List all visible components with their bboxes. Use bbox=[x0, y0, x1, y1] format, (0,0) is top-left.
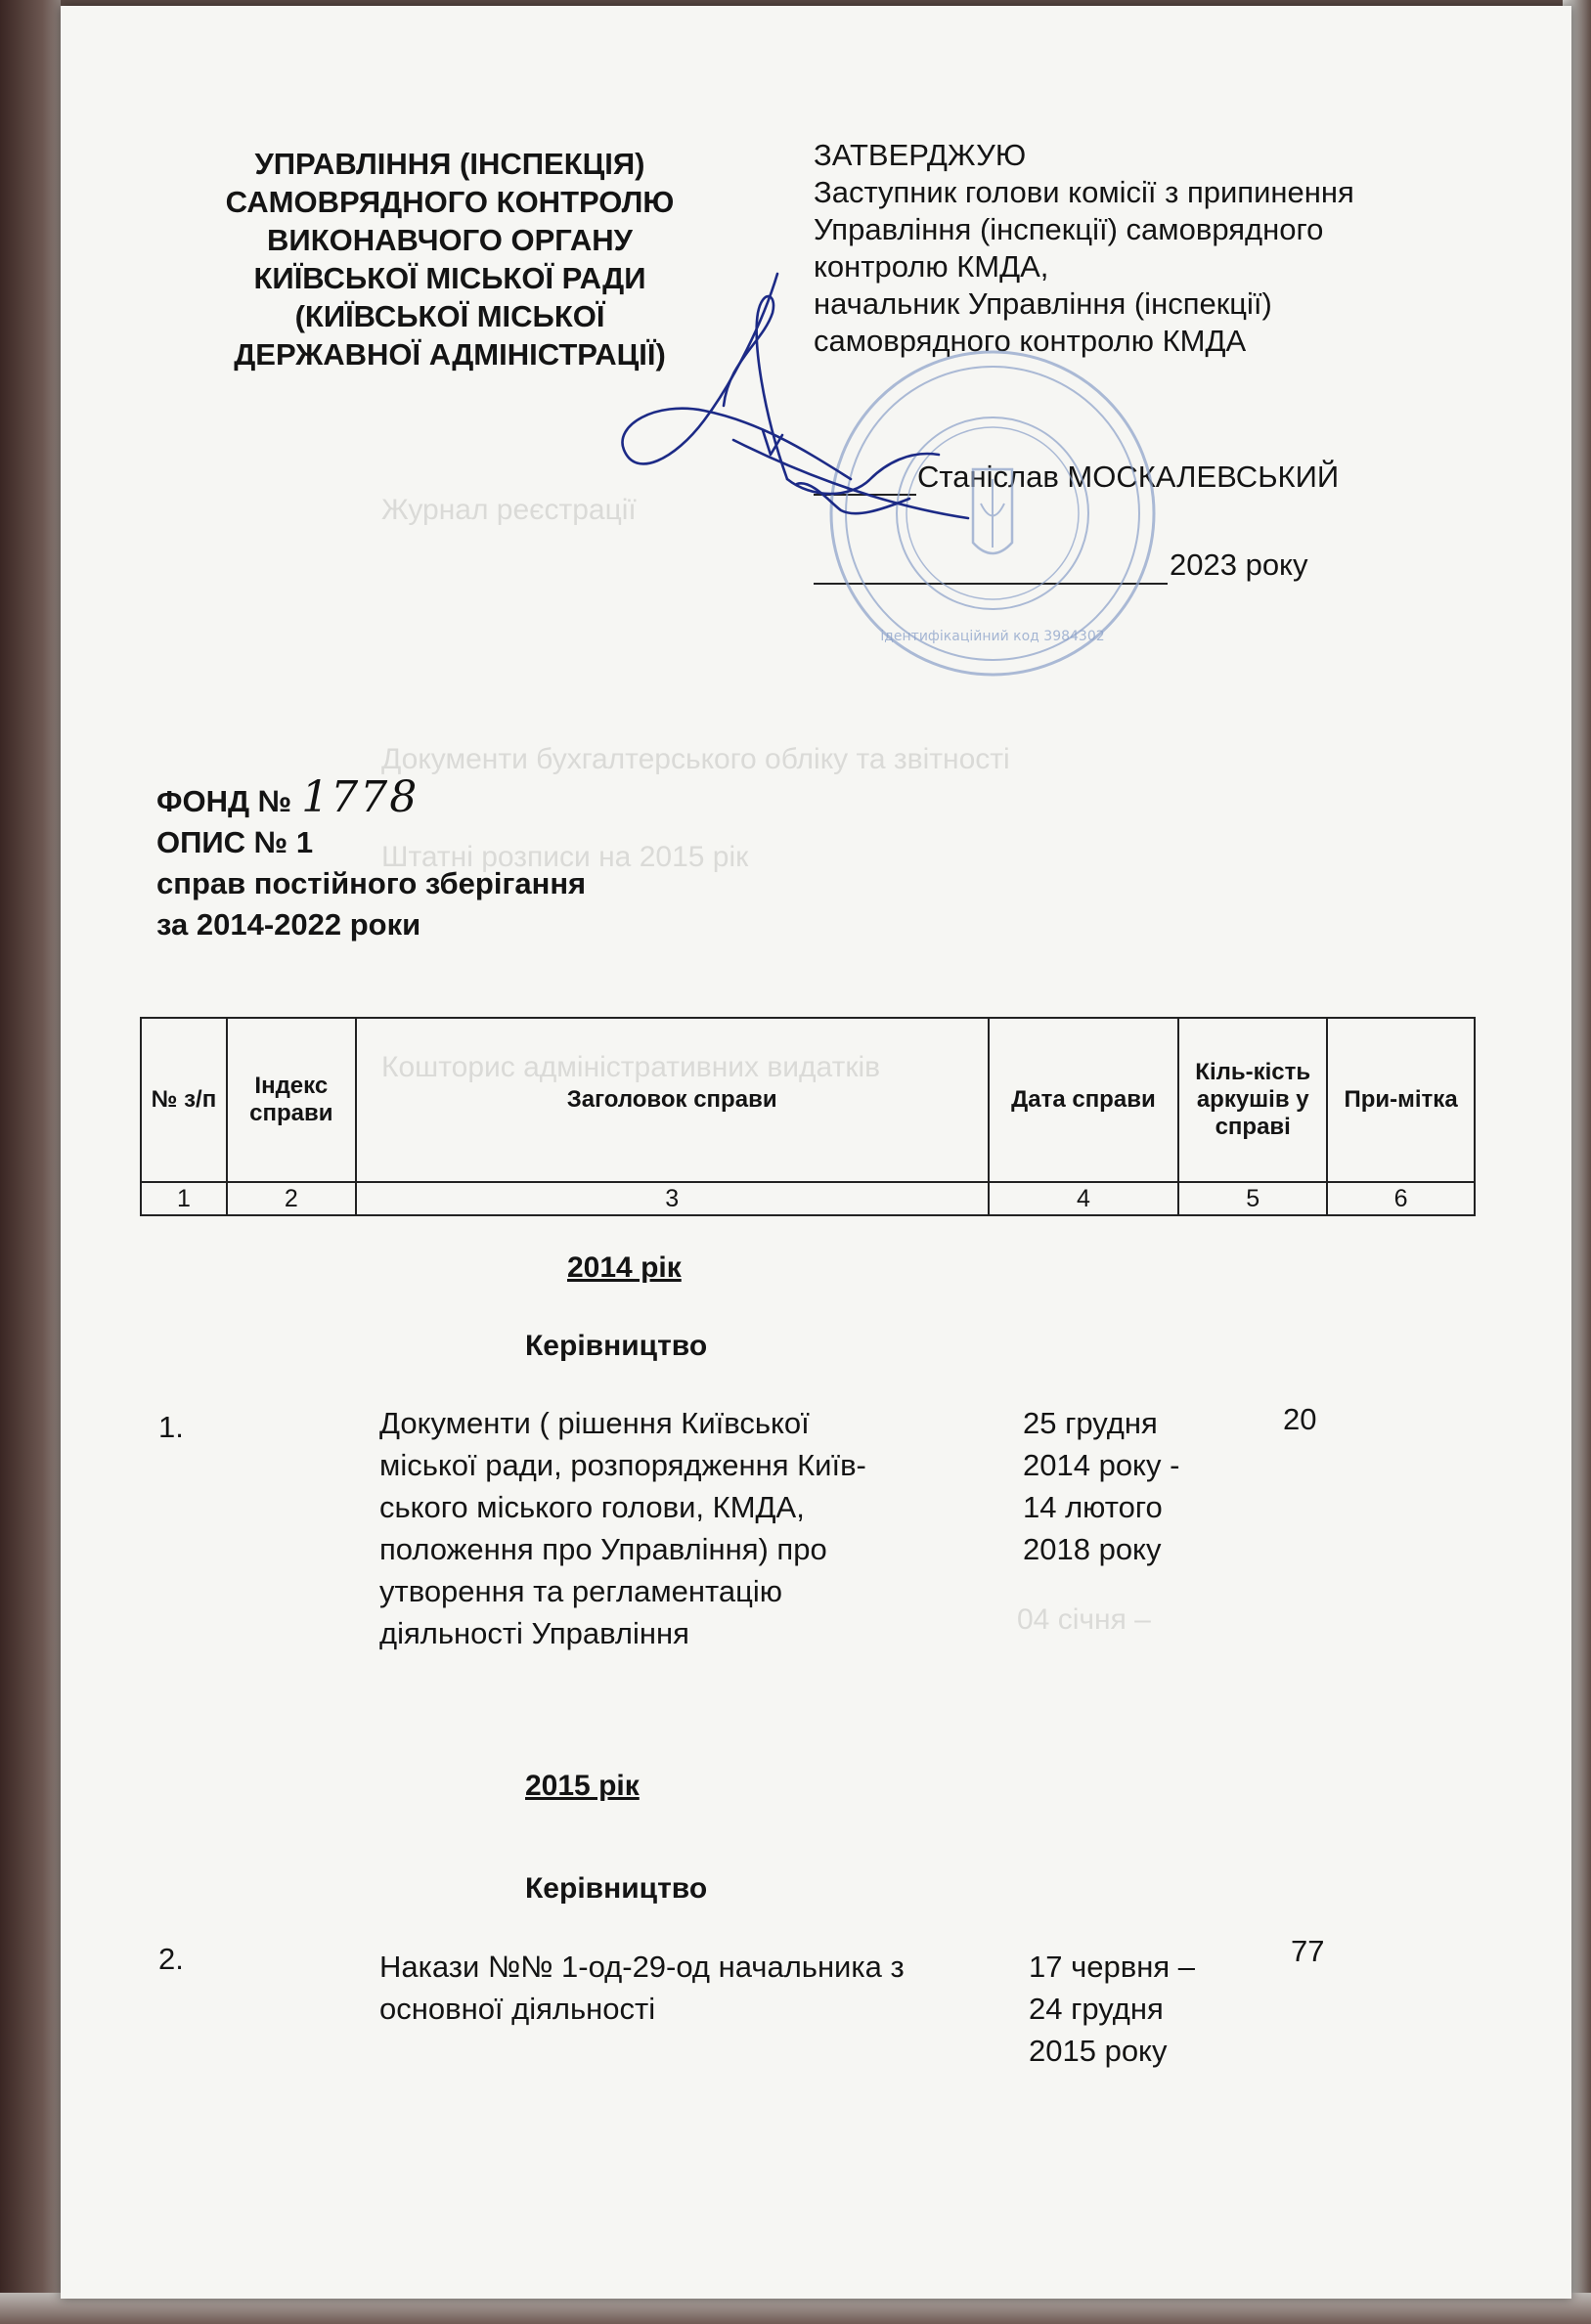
org-line: КИЇВСЬКОЇ МІСЬКОЇ РАДИ bbox=[253, 261, 646, 295]
column-header-note: При-мітка bbox=[1327, 1018, 1475, 1182]
inventory-table-header bbox=[140, 1017, 1476, 1216]
org-line: САМОВРЯДНОГО КОНТРОЛЮ bbox=[225, 185, 675, 219]
title-line: міської ради, розпорядження Київ- bbox=[379, 1448, 866, 1482]
fond-period-line: за 2014-2022 роки bbox=[156, 907, 421, 942]
fond-block bbox=[156, 772, 587, 945]
column-header-sheets: Кіль-кість аркушів у справі bbox=[1178, 1018, 1327, 1182]
date-line: 25 грудня bbox=[1023, 1406, 1158, 1440]
bleed-through-text: Документи бухгалтерського обліку та звітності bbox=[381, 743, 1010, 775]
fond-number-handwritten: 1778 bbox=[301, 772, 420, 822]
fond-description-line: справ постійного зберігання bbox=[156, 866, 587, 900]
title-line: ського міського голови, КМДА, bbox=[379, 1490, 805, 1524]
section-group: Керівництво bbox=[525, 1330, 708, 1362]
org-line: (КИЇВСЬКОЇ МІСЬКОЇ bbox=[294, 299, 605, 333]
opys-line: ОПИС № 1 bbox=[156, 825, 314, 859]
approve-line: Заступник голови комісії з припинення bbox=[814, 175, 1354, 209]
column-header-date: Дата справи bbox=[989, 1018, 1179, 1182]
date-line: 17 червня – bbox=[1029, 1950, 1195, 1984]
section-year: 2014 рік bbox=[567, 1251, 682, 1284]
row-number: 2. bbox=[158, 1942, 184, 1976]
svg-text:ідентифікаційний код 3984302: ідентифікаційний код 3984302 bbox=[880, 629, 1105, 644]
title-line: положення про Управління) про bbox=[379, 1532, 827, 1566]
title-line: утворення та регламентацію bbox=[379, 1574, 782, 1608]
date-line: 14 лютого bbox=[1023, 1490, 1163, 1524]
approve-line: контролю КМДА, bbox=[814, 249, 1049, 284]
org-line: ДЕРЖАВНОЇ АДМІНІСТРАЦІЇ) bbox=[234, 337, 666, 372]
column-number: 4 bbox=[989, 1182, 1179, 1215]
row-date bbox=[1029, 1946, 1195, 2072]
column-number: 1 bbox=[141, 1182, 227, 1215]
date-line: 24 грудня bbox=[1029, 1992, 1164, 2026]
fond-line bbox=[156, 772, 586, 822]
title-line: Документи ( рішення Київської bbox=[379, 1406, 810, 1440]
title-line: діяльності Управління bbox=[379, 1616, 689, 1650]
row-number: 1. bbox=[158, 1410, 184, 1444]
bleed-through-text: Штатні розписи на 2015 рік bbox=[381, 841, 749, 873]
row-title bbox=[379, 1946, 905, 2030]
approve-line: самоврядного контролю КМДА bbox=[814, 324, 1247, 358]
date-line: 2015 року bbox=[1029, 2034, 1168, 2068]
signatory-name: Станіслав МОСКАЛЕВСЬКИЙ bbox=[917, 460, 1340, 494]
bleed-through-text: Журнал реєстрації bbox=[381, 494, 637, 526]
column-header-index: Індекс справи bbox=[227, 1018, 356, 1182]
column-number: 5 bbox=[1178, 1182, 1327, 1215]
row-sheets: 20 bbox=[1283, 1402, 1317, 1436]
row-title bbox=[379, 1402, 866, 1654]
section-group: Керівництво bbox=[525, 1872, 708, 1905]
page-shadow-left bbox=[0, 0, 61, 2324]
column-number: 2 bbox=[227, 1182, 356, 1215]
column-header-title: Заголовок справи bbox=[356, 1018, 989, 1182]
approve-title: ЗАТВЕРДЖУЮ bbox=[814, 138, 1027, 172]
org-line: УПРАВЛІННЯ (ІНСПЕКЦІЯ) bbox=[254, 147, 645, 181]
row-date bbox=[1023, 1402, 1179, 1570]
section-year: 2015 рік bbox=[525, 1770, 640, 1802]
fond-label: ФОНД № bbox=[156, 784, 292, 818]
title-line: основної діяльності bbox=[379, 1992, 656, 2026]
bleed-through-text: 04 січня – bbox=[1017, 1603, 1151, 1636]
handwritten-signature bbox=[616, 254, 1037, 567]
title-line: Накази №№ 1-од-29-од начальника з bbox=[379, 1950, 905, 1984]
date-line: 2014 року - bbox=[1023, 1448, 1180, 1482]
bleed-through-text: Кошторис адміністративних видатків bbox=[381, 1051, 881, 1083]
column-number: 6 bbox=[1327, 1182, 1475, 1215]
column-number: 3 bbox=[356, 1182, 989, 1215]
column-header-number: № з/п bbox=[141, 1018, 227, 1182]
approve-line: начальник Управління (інспекції) bbox=[814, 286, 1272, 321]
row-sheets: 77 bbox=[1291, 1934, 1325, 1968]
org-line: ВИКОНАВЧОГО ОРГАНУ bbox=[267, 223, 633, 257]
approval-year: 2023 року bbox=[1170, 548, 1308, 582]
approve-line: Управління (інспекції) самоврядного bbox=[814, 212, 1324, 246]
date-line: 2018 року bbox=[1023, 1532, 1162, 1566]
